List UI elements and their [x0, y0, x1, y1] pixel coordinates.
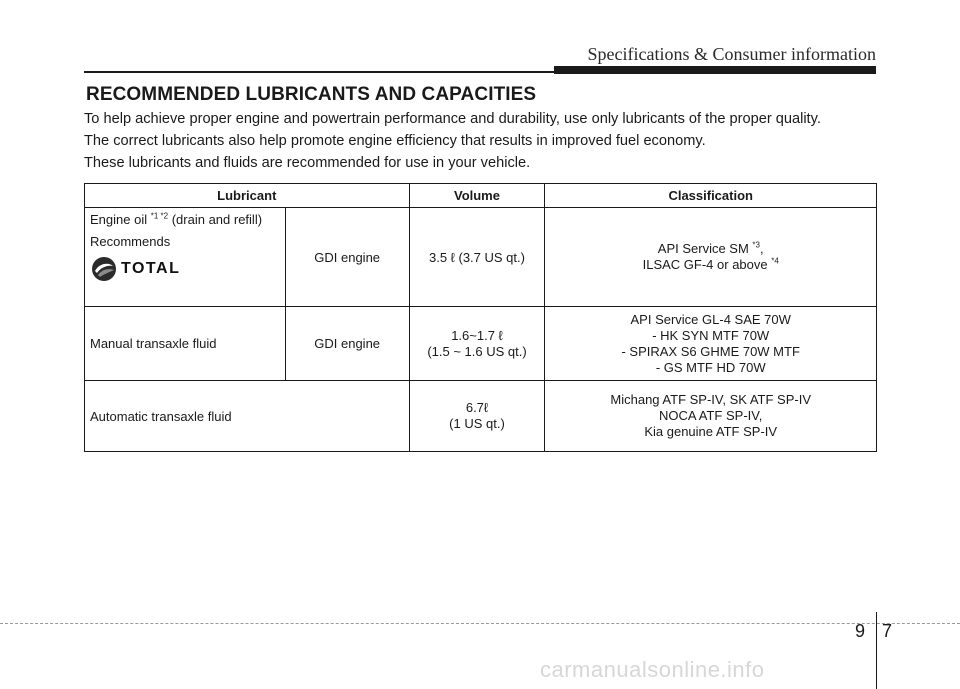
total-logo — [91, 256, 180, 282]
section-title: RECOMMENDED LUBRICANTS AND CAPACITIES — [86, 84, 537, 105]
classification-line: ILSAC GF-4 or above — [642, 257, 772, 272]
chapter-number: 9 — [855, 621, 866, 641]
volume-value: (1.5 ~ 1.6 US qt.) — [427, 343, 527, 359]
intro-line: The correct lubricants also help promote engine efficiency that results in improved fuel economy. — [84, 133, 706, 149]
header-rule — [84, 71, 554, 73]
chapter-title: Specifications & Consumer information — [587, 44, 876, 64]
intro-line: To help achieve proper engine and powertrain performance and durability, use only lubricants of the proper quality. — [84, 111, 821, 127]
classification-line: - SPIRAX S6 GHME 70W MTF — [621, 343, 800, 359]
recommends-label: Recommends — [90, 234, 171, 249]
footer-rule — [0, 623, 960, 624]
header-lubricant: Lubricant — [85, 184, 410, 208]
classification-line: API Service GL-4 SAE 70W — [630, 311, 791, 327]
classification-line: - HK SYN MTF 70W — [652, 327, 770, 343]
header-rule-bar — [554, 66, 876, 74]
logo-wordmark: TOTAL — [121, 260, 181, 277]
volume-value: (1 US qt.) — [449, 416, 505, 431]
engine-cell: GDI engine — [285, 307, 409, 381]
classification-line: - GS MTF HD 70W — [655, 359, 766, 375]
classification-cell — [545, 381, 877, 452]
lubricant-cell — [85, 208, 286, 307]
footnote-mark: *3 — [752, 240, 760, 250]
table-header-row — [85, 184, 877, 208]
classification-punct: , — [759, 241, 764, 256]
page-number: 7 — [882, 621, 893, 641]
classification-cell — [545, 307, 877, 381]
volume-value: 6.7ℓ — [465, 400, 489, 415]
lubricant-suffix: (drain and refill) — [171, 212, 263, 227]
table-row — [85, 208, 877, 307]
table-row — [85, 381, 877, 452]
header-classification: Classification — [545, 184, 877, 208]
table-row — [85, 307, 877, 381]
classification-line: Kia genuine ATF SP-IV — [644, 424, 778, 439]
page-number-divider — [876, 612, 877, 689]
engine-cell — [285, 208, 409, 307]
watermark: carmanualsonline.info — [540, 657, 765, 682]
volume-cell — [409, 307, 545, 381]
volume-value: 1.6~1.7 ℓ — [451, 327, 503, 343]
lubricants-table — [84, 183, 877, 452]
engine-type: GDI engine — [314, 250, 381, 265]
footnote-mark: *4 — [771, 256, 779, 266]
classification-cell — [545, 208, 877, 307]
volume-value: 3.5 ℓ (3.7 US qt.) — [429, 249, 525, 265]
lubricant-cell: Manual transaxle fluid — [85, 307, 286, 381]
classification-line: Michang ATF SP-IV, SK ATF SP-IV — [610, 392, 811, 407]
intro-line: These lubricants and fluids are recommended for use in your vehicle. — [84, 155, 531, 171]
volume-cell — [409, 208, 545, 307]
lubricant-name: Engine oil — [90, 212, 148, 227]
lubricant-cell: Automatic transaxle fluid — [85, 381, 410, 452]
classification-line: API Service SM — [657, 241, 753, 256]
volume-cell — [409, 381, 545, 452]
classification-line: NOCA ATF SP-IV, — [659, 408, 763, 423]
header-volume: Volume — [409, 184, 545, 208]
total-emblem-icon — [91, 256, 117, 282]
footnote-mark: *1 *2 — [150, 211, 169, 221]
